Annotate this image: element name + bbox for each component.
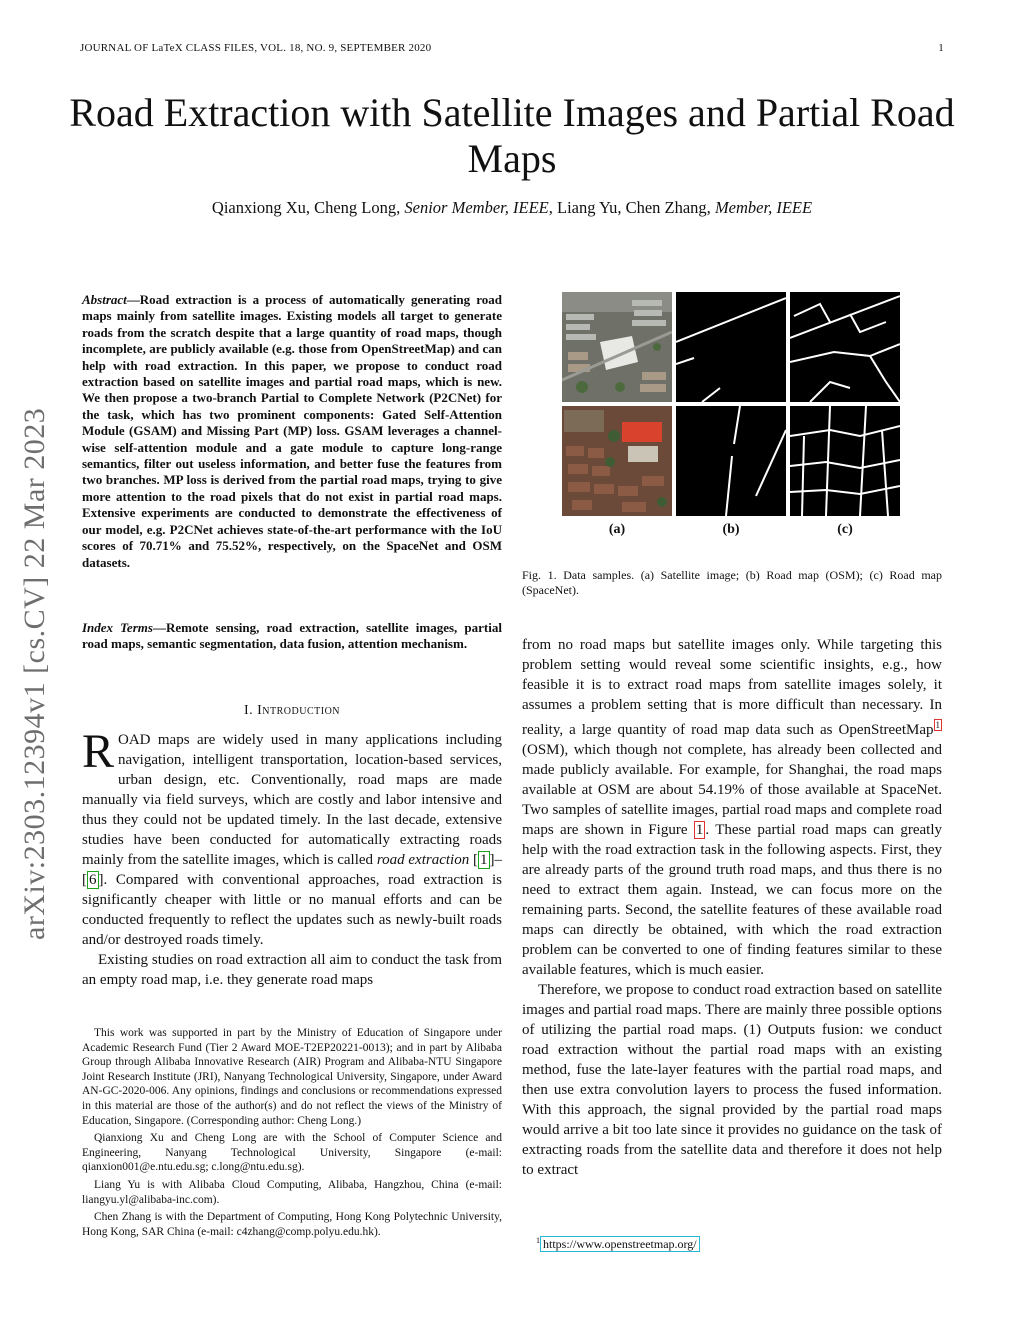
drop-cap: R (82, 725, 115, 778)
osm-road-map-2 (676, 406, 786, 516)
figure-caption: Fig. 1. Data samples. (a) Satellite image; (b) Road map (OSM); (c) Road map (SpaceNet). (522, 568, 942, 597)
arxiv-stamp: arXiv:2303.12394v1 [cs.CV] 22 Mar 2023 (18, 407, 51, 940)
paper-title: Road Extraction with Satellite Images and Partial Road Maps (69, 90, 955, 181)
right-paragraph-2: Therefore, we propose to conduct road extraction based on satellite images and partial road maps. There are mainly three possible options of utilizing the partial road maps. (1) Outputs fusion: we conduct road extraction without the partial road maps with an existing method, fuse the late-layer features with the partial road maps, and then use extra convolution layers to process the fused information. With this approach, the signal provided by the partial road maps would arrive a bit too late since it provides no guidance on the task of extracting roads from the satellite data and therefore it does not help to extract (522, 982, 943, 1178)
spacenet-road-map-1 (790, 292, 900, 402)
footnote-mark-link[interactable]: 1 (935, 720, 940, 730)
affiliation-footnote: Chen Zhang is with the Department of Computing, Hong Kong Polytechnic University, Hong Kong, SAR China (e-mail: c4zhang@comp.polyu.edu.hk). (82, 1211, 502, 1238)
section-number: I. (243, 703, 254, 718)
citation-link[interactable]: 6 (89, 872, 97, 888)
right-footnote (536, 1236, 700, 1252)
satellite-image-2 (562, 406, 672, 516)
intro-paragraph-1: ROAD maps are widely used in many applications including navigation, intelligent transportation, location-based services, urban design, etc. Conventionally, road maps are made manually via field surveys, which are costly and labor intensive and thus they could not be updated timely. In the last decade, extensive studies have been conducted for automatically extracting roads mainly from the satellite images, which is called road extraction [ 1 ]–[ 6 ]. Compared with conventional approaches, road extraction is significantly cheaper with little or no manual efforts and can be conducted frequently to reflect the updates such as newly-built roads and/or destroyed roads timely. (82, 725, 503, 948)
author-role-a: Senior Member, IEEE (404, 198, 549, 217)
satellite-image-1 (562, 292, 672, 402)
osm-road-map-1 (676, 292, 786, 402)
spacenet-road-map-2 (790, 406, 900, 516)
index-terms-label: Index Terms (82, 620, 153, 635)
panel-label-a: (a) (608, 522, 626, 537)
emphasis-term: road extraction (376, 852, 470, 868)
right-paragraph-1 (522, 635, 942, 980)
abstract-label: Abstract (82, 292, 127, 307)
intro-text-a: OAD maps are widely used in many applications including navigation, intelligent transportation, location-based services, urban design, etc. Conventionally, road maps are made manually via field surveys, which are costly and labor intensive and thus they could not be updated timely. In the last decade, extensive studies have been conducted for automatically extracting roads mainly from the satellite images, which is called (82, 732, 502, 868)
footnote-number: 1 (536, 1236, 540, 1245)
abstract-text: —Road extraction is a process of automatically generating road maps mainly from satellite images. Existing models all target to generate roads from the scratch despite that a large quantity of road maps, though incomplete, are publicly available (e.g. those from OpenStreetMap) and can help with road extraction. In this paper, we propose to conduct road extraction based on satellite images and partial road maps, which is new. We then propose a two-branch Partial to Complete Network (P2CNet) for the task, which has two prominent components: Gated Self-Attention Module (GSAM) and Missing Part (MP) loss. GSAM leverages a channel-wise self-attention module and a gate module to capture long-range semantics, filter out useless information, and better fuse the features from two branches. MP loss is derived from the partial road maps, trying to give more attention to the road pixels that do not exist in partial road maps. Extensive experiments are conducted to demonstrate the effectiveness of our model, e.g. P2CNet achieves state-of-the-art performance with the IoU scores of 70.71% and 75.52%, respectively, on the SpaceNet and OSM datasets. (82, 292, 502, 570)
citation-range-dash: – (494, 852, 503, 868)
figure-ref-link[interactable]: 1 (695, 822, 704, 838)
figure-1 (562, 292, 902, 538)
citation-link[interactable]: 1 (480, 852, 488, 868)
index-terms-text: —Remote sensing, road extraction, satellite images, partial road maps, semantic segmentation, data fusion, attention mechanism. (82, 620, 502, 652)
author-list (60, 198, 964, 218)
right-column-text (522, 635, 942, 1180)
panel-label-c: (c) (837, 522, 853, 537)
right-text-b: (OSM), which though not complete, has already been collected and made publicly available. For example, for Shanghai, the road maps available at OSM are about 54.19% of those available at SpaceNet. Two samples of satellite images, partial road maps and complete road maps are shown in Figure (522, 742, 942, 838)
section-title: Introduction (257, 703, 341, 718)
panel-label-b: (b) (722, 522, 740, 537)
page-number: 1 (938, 42, 944, 54)
intro-text-b: . Compared with conventional approaches, road extraction is significantly cheaper with little or no manual efforts and can be conducted frequently to reflect the updates such as newly-built roads and/or destroyed roads timely. (82, 872, 502, 948)
authors-part-a: Qianxiong Xu, Cheng Long, (211, 198, 405, 217)
journal-name: JOURNAL OF LaTeX CLASS FILES, VOL. 18, NO. 9, SEPTEMBER 2020 (80, 42, 432, 54)
funding-footnote: This work was supported in part by the Ministry of Education of Singapore under Academic Research Fund (Tier 2 Award MOE-T2EP20221-0013); and in part by Alibaba Group through Alibaba Innovative Research (AIR) Program and Alibaba-NTU Singapore Joint Research Institute (JRI), Nanyang Technological University, Singapore, under Award AN-GC-2020-006. Any opinions, findings and conclusions or recommendations expressed in this material are those of the author(s) and do not reflect the views of the Ministry of Education, Singapore. (Corresponding author: Cheng Long.) (82, 1027, 502, 1127)
osm-url-link[interactable]: https://www.openstreetmap.org/ (540, 1236, 700, 1252)
running-header (80, 42, 944, 54)
figure-panel-labels (562, 522, 902, 538)
right-text-c: . These partial road maps can greatly help with the road extraction task in the following aspects. First, they are already parts of the ground truth road maps, and thus there is no need to extract them again. Instead, we can focus more on the remaining parts. Second, the satellite features of these available road maps can directly be obtained, with which the road extraction problem can be converted to one of finding features similar to these available features, which is much easier. (522, 822, 942, 978)
left-footnotes (82, 1026, 502, 1242)
index-terms (82, 620, 502, 653)
right-text-a: from no road maps but satellite images only. While targeting this problem setting would reveal some scientific insights, e.g., how feasible it is to extract road maps from satellite images solely, it assumes a problem setting that is more difficult than necessary. In reality, a large quantity of road map data such as OpenStreetMap (522, 637, 942, 738)
section-heading (82, 703, 502, 719)
affiliation-footnote: Liang Yu is with Alibaba Cloud Computing, Alibaba, Hangzhou, China (e-mail: liangyu.yl@alibaba-inc.com). (82, 1178, 502, 1206)
introduction-text (82, 725, 503, 990)
authors-part-b: , Liang Yu, Chen Zhang, (548, 198, 715, 217)
affiliation-footnote: Qianxiong Xu and Cheng Long are with the School of Computer Science and Engineering, Nanyang Technological University, Singapore (e-mail: qianxion001@e.ntu.edu.sg; c.long@ntu.edu.sg). (82, 1132, 502, 1174)
abstract (82, 292, 502, 571)
author-role-b: Member, IEEE (714, 198, 813, 217)
intro-paragraph-2: Existing studies on road extraction all aim to conduct the task from an empty road map, i.e. they generate road maps (82, 952, 502, 988)
